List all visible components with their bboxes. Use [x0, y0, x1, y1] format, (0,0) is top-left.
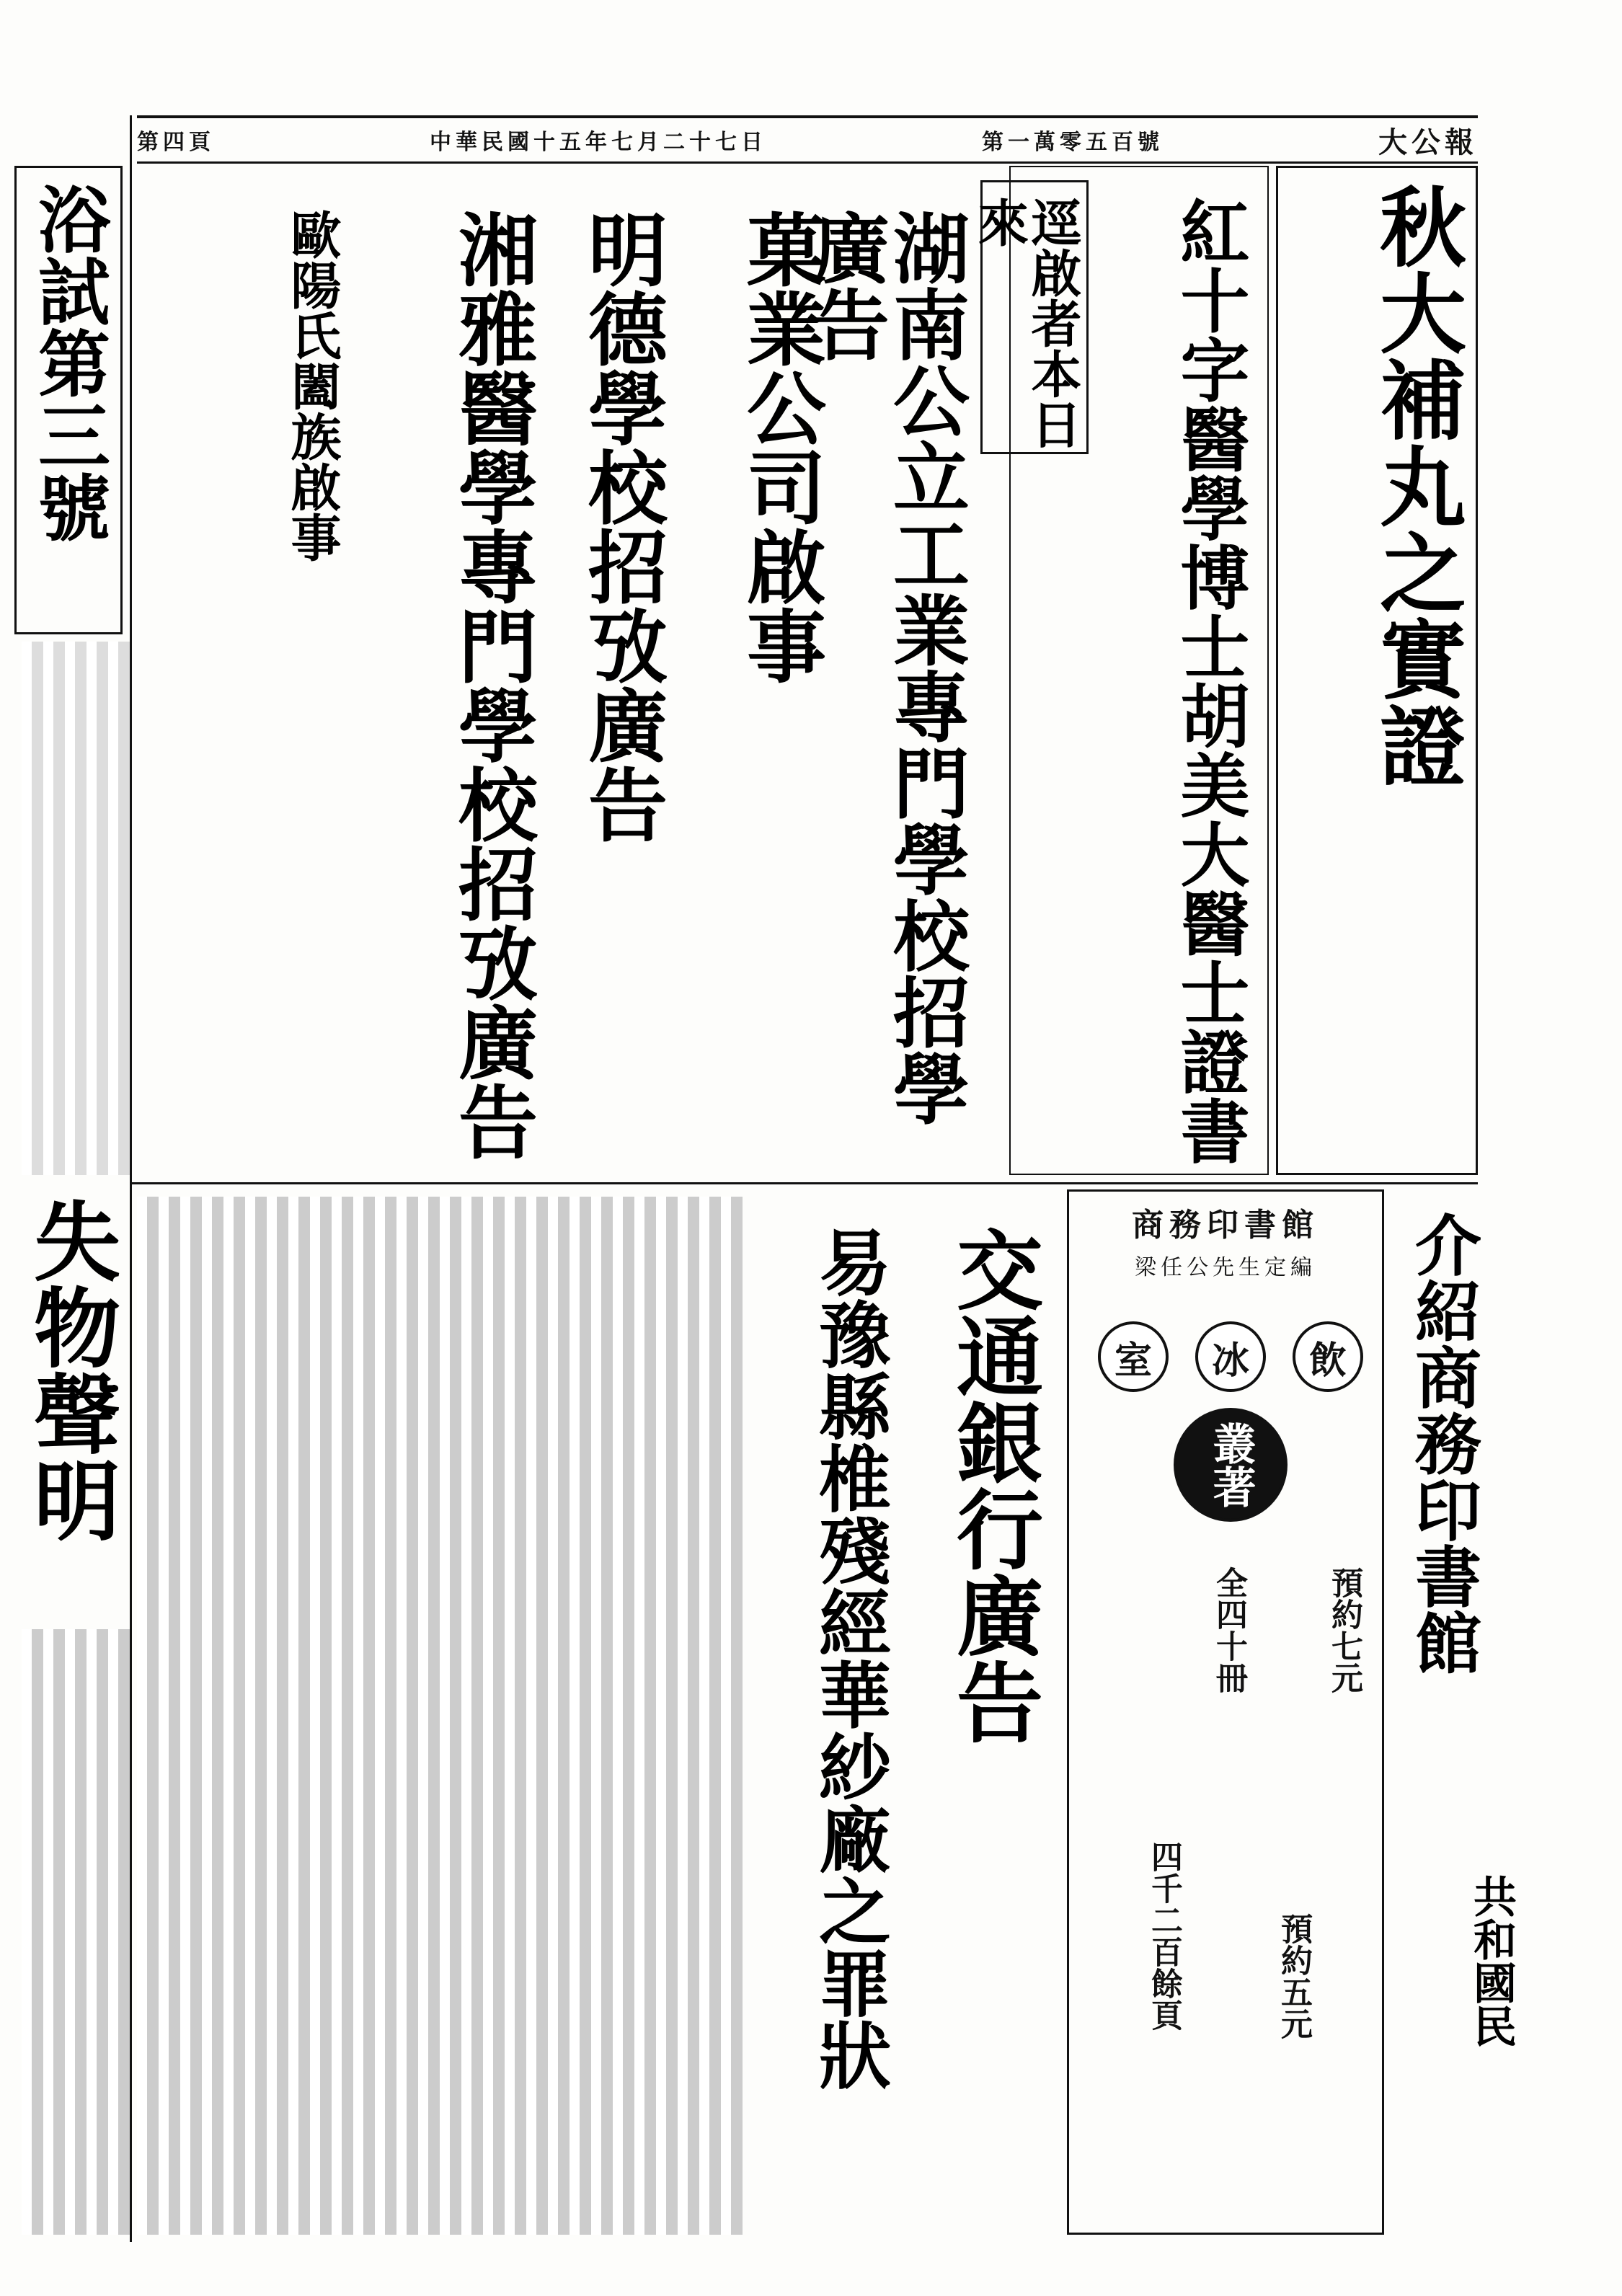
ad-fruit-company — [678, 166, 836, 1175]
ad-lost-item — [14, 1182, 130, 1615]
ad-notice-text: 逕啟者本日來 — [970, 197, 1083, 449]
seal-char-1: 室 — [1098, 1321, 1169, 1392]
ad-xiangya-headline: 湘雅醫學專門學校招攷廣告 — [446, 209, 539, 1161]
date-line: 中華民國十五年七月二十七日 — [430, 130, 767, 155]
volume-1: 全四十冊 — [1210, 1566, 1247, 1693]
ad-jiaotong-bank — [916, 1197, 1060, 2235]
ad-fruit-headline: 菓業公司啟事 — [734, 209, 827, 685]
seal-char-3: 飲 — [1293, 1321, 1363, 1392]
article-body — [137, 1197, 743, 2235]
ad-clan-headline: 歐陽氏闔族啟事 — [283, 209, 342, 562]
ad-tonic — [1276, 166, 1478, 1175]
ad-press-books — [1067, 1189, 1384, 2235]
ad-lost-item-headline: 失物聲明 — [19, 1197, 121, 1543]
price-1: 預約七元 — [1326, 1566, 1362, 1693]
page-number: 第四頁 — [137, 130, 215, 155]
ad-clan — [238, 166, 368, 1175]
ad-hunan-school — [800, 166, 973, 1175]
section-rule — [130, 1182, 1478, 1184]
ad-left-top — [14, 166, 123, 634]
price-2: 預約五元 — [1275, 1912, 1312, 2039]
column-rule — [130, 115, 132, 2242]
masthead — [137, 115, 1478, 164]
ad-doctor-headline: 紅十字醫學博士胡美大醫士證書 — [1169, 196, 1251, 1165]
ad-press-republic — [1456, 1874, 1517, 2163]
ad-xiangya — [375, 166, 541, 1175]
ad-press-title: 商務印書館 — [1132, 1207, 1319, 1244]
issue-number: 第一萬零五百號 — [982, 130, 1164, 155]
ad-mingde — [548, 166, 670, 1175]
publication-title: 大公報 — [1378, 125, 1478, 159]
ad-hunan-headline: 湖南公立工業專門學校招學廣告 — [800, 209, 971, 1126]
left-body — [22, 1629, 130, 2235]
ad-textile-headline: 易豫縣椎殘經華紗廠之罪狀 — [807, 1225, 892, 2091]
seal-char-2: 冰 — [1195, 1321, 1266, 1392]
ad-press-intro-headline: 介紹商務印書館 — [1404, 1211, 1482, 1675]
ad-press-republic-headline: 共和國民 — [1466, 1874, 1517, 2047]
volume-2: 四千二百餘頁 — [1145, 1840, 1182, 2031]
ad-notice-box — [970, 180, 1089, 454]
ad-jiaotong-headline: 交通銀行廣告 — [942, 1225, 1044, 1745]
left-mid-body — [22, 642, 130, 1175]
ad-textile — [750, 1197, 908, 2235]
seal-big: 叢著 — [1174, 1408, 1288, 1522]
ad-tonic-headline: 秋大補丸之實證 — [1365, 182, 1467, 788]
ad-press-editor: 梁任公先生定編 — [1135, 1255, 1316, 1280]
ad-mingde-headline: 明德學校招攷廣告 — [575, 209, 668, 843]
ad-left-top-headline: 浴試第三號 — [26, 182, 111, 543]
